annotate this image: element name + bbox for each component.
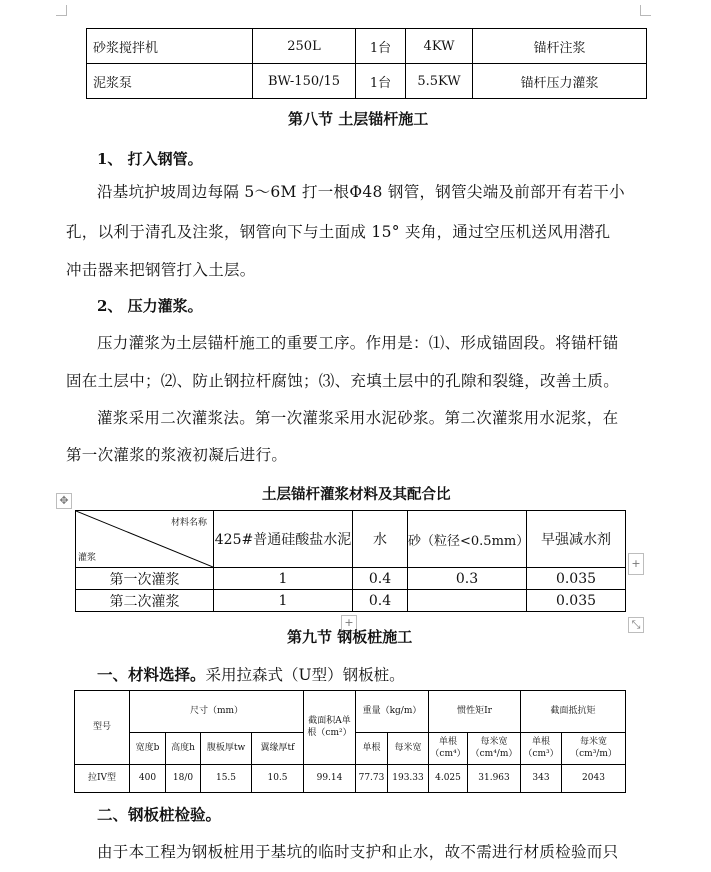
column-header: 型号 xyxy=(75,691,130,765)
section-9-title: 第九节 钢板桩施工 xyxy=(287,628,413,646)
column-header: 每米宽（cm³/m） xyxy=(562,733,626,765)
table-cell: BW-150/15 xyxy=(253,64,356,99)
section-8-title: 第八节 土层锚杆施工 xyxy=(288,110,429,128)
item-2-heading: 2、 压力灌浆。 xyxy=(97,297,203,315)
material-line xyxy=(97,663,405,685)
margin-mark-top-left xyxy=(56,5,67,16)
table-cell: 0.3 xyxy=(408,568,527,590)
table-cell: 10.5 xyxy=(252,765,304,793)
column-header: 腹板厚tw xyxy=(201,733,252,765)
column-header: 尺寸（mm） xyxy=(130,691,304,733)
table-cell: 5.5KW xyxy=(406,64,473,99)
table-cell: 砂浆搅拌机 xyxy=(87,29,253,64)
table-cell: 1台 xyxy=(356,29,406,64)
table-cell: 1 xyxy=(214,590,353,612)
column-header: 截面积A单根（cm²） xyxy=(304,691,356,765)
diagonal-bottom-label: 灌浆 xyxy=(78,553,97,563)
table-row xyxy=(75,765,626,793)
material-text: 采用拉森式（U型）钢板桩。 xyxy=(205,666,405,684)
steel-sheet-pile-table xyxy=(74,690,626,793)
table-cell: 250L xyxy=(253,29,356,64)
table-row xyxy=(76,568,626,590)
column-header: 截面抵抗矩 xyxy=(521,691,626,733)
margin-mark-top-right xyxy=(640,5,651,16)
diagonal-header-cell xyxy=(76,511,214,568)
column-header: 宽度b xyxy=(130,733,166,765)
paragraph-line: 冲击器来把钢管打入土层。 xyxy=(66,261,256,279)
table-row xyxy=(75,691,626,733)
column-header: 重量（kg/m） xyxy=(356,691,429,733)
table-row xyxy=(76,590,626,612)
table-cell: 0.035 xyxy=(527,590,626,612)
table-cell: 1 xyxy=(214,568,353,590)
table-cell: 99.14 xyxy=(304,765,356,793)
grout-ratio-table xyxy=(75,510,626,612)
table-cell: 343 xyxy=(521,765,562,793)
table-row xyxy=(87,29,647,64)
column-header: 单根（cm³） xyxy=(521,733,562,765)
column-header: 水 xyxy=(353,511,408,568)
table-cell: 31.963 xyxy=(468,765,521,793)
equipment-table xyxy=(86,28,647,99)
table-cell: 0.4 xyxy=(353,568,408,590)
table-cell: 锚杆注浆 xyxy=(473,29,647,64)
column-header: 惯性矩Ir xyxy=(429,691,521,733)
column-header: 每米宽 xyxy=(388,733,429,765)
column-header: 翼缘厚tf xyxy=(252,733,304,765)
table-cell: 1台 xyxy=(356,64,406,99)
column-header: 单根 xyxy=(356,733,388,765)
paragraph-line: 固在土层中；⑵、防止钢拉杆腐蚀；⑶、充填土层中的孔隙和裂缝，改善土质。 xyxy=(66,372,620,390)
table-row xyxy=(76,511,626,568)
inspection-heading: 二、钢板桩检验。 xyxy=(97,805,222,824)
table-cell: 400 xyxy=(130,765,166,793)
paragraph-line: 沿基坑护坡周边每隔 5～6M 打一根Φ48 钢管，钢管尖端及前部开有若干小 xyxy=(97,183,625,201)
column-header: 早强减水剂 xyxy=(527,511,626,568)
diagonal-top-label: 材料名称 xyxy=(170,518,207,528)
column-header: 每米宽（cm⁴/m） xyxy=(468,733,521,765)
table-cell: 2043 xyxy=(562,765,626,793)
add-column-plus-icon[interactable]: + xyxy=(628,553,644,575)
table-cell: 4KW xyxy=(406,29,473,64)
table-cell: 锚杆压力灌浆 xyxy=(473,64,647,99)
paragraph-line: 由于本工程为钢板桩用于基坑的临时支护和止水，故不需进行材质检验而只 xyxy=(97,843,619,861)
paragraph-line: 第一次灌浆的浆液初凝后进行。 xyxy=(66,446,288,464)
paragraph-line: 孔，以利于清孔及注浆，钢管向下与土面成 15° 夹角，通过空压机送风用潜孔 xyxy=(66,223,611,241)
table-cell: 拉IV型 xyxy=(75,765,130,793)
table-cell: 0.4 xyxy=(353,590,408,612)
material-heading: 一、材料选择。 xyxy=(97,665,206,684)
column-header: 单根（cm⁴） xyxy=(429,733,468,765)
table-cell: 泥浆泵 xyxy=(87,64,253,99)
table-row xyxy=(87,64,647,99)
column-header: 砂（粒径<0.5mm） xyxy=(408,511,527,568)
table-cell: 第二次灌浆 xyxy=(76,590,214,612)
table-cell: 第一次灌浆 xyxy=(76,568,214,590)
item-1-heading: 1、 打入钢管。 xyxy=(97,150,203,168)
table-cell: 18/0 xyxy=(166,765,201,793)
add-row-plus-icon[interactable]: + xyxy=(341,615,357,631)
table-resize-handle-icon[interactable]: ⤡ xyxy=(628,617,644,633)
table-cell: 4.025 xyxy=(429,765,468,793)
table-move-handle-icon[interactable]: ✥ xyxy=(56,493,72,509)
paragraph-line: 压力灌浆为土层锚杆施工的重要工序。作用是：⑴、形成锚固段。将锚杆锚 xyxy=(97,334,619,352)
paragraph-line: 灌浆采用二次灌浆法。第一次灌浆采用水泥砂浆。第二次灌浆用水泥浆，在 xyxy=(97,409,619,427)
table-cell: 193.33 xyxy=(388,765,429,793)
table-cell: 15.5 xyxy=(201,765,252,793)
table-cell xyxy=(408,590,527,612)
column-header: 高度h xyxy=(166,733,201,765)
grout-table-caption: 土层锚杆灌浆材料及其配合比 xyxy=(262,486,451,503)
table-cell: 0.035 xyxy=(527,568,626,590)
column-header: 425#普通硅酸盐水泥 xyxy=(214,511,353,568)
table-cell: 77.73 xyxy=(356,765,388,793)
